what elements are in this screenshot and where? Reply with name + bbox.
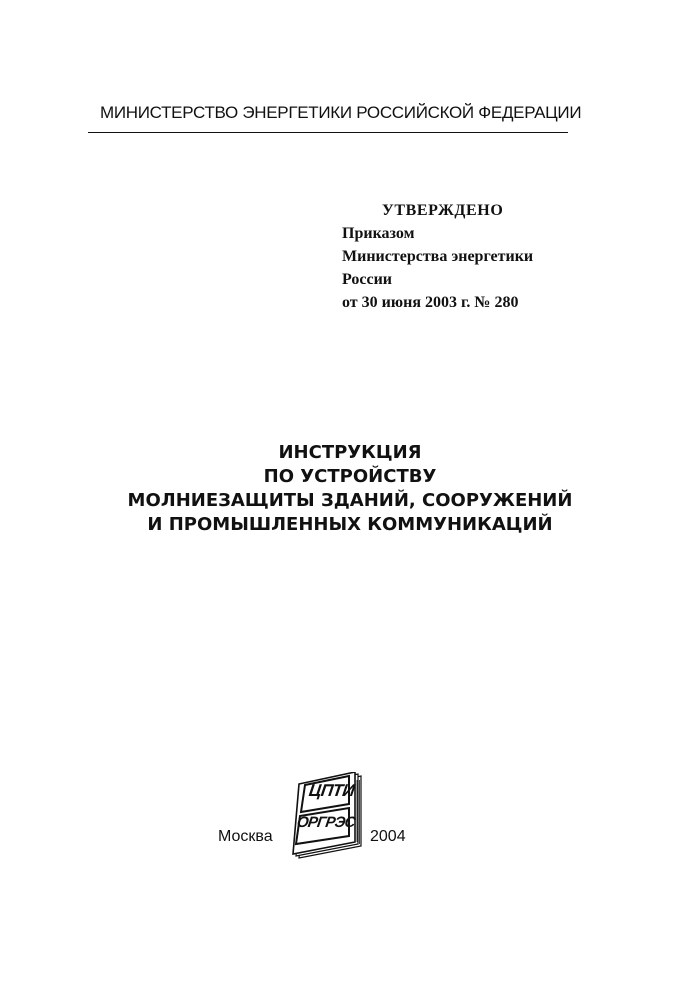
approval-line: от 30 июня 2003 г. № 280 <box>342 294 519 311</box>
imprint-year: 2004 <box>370 828 406 845</box>
logo-top-text: ЦПТИ <box>307 781 356 800</box>
approval-line: Приказом <box>342 225 415 242</box>
ministry-header: МИНИСТЕРСТВО ЭНЕРГЕТИКИ РОССИЙСКОЙ ФЕДЕРАЦИИ <box>100 103 582 122</box>
logo-bottom-text: ОРГРЭС <box>295 814 356 831</box>
title-line: МОЛНИЕЗАЩИТЫ ЗДАНИЙ, СООРУЖЕНИЙ <box>127 490 573 511</box>
imprint-city: Москва <box>218 828 273 845</box>
approval-line: России <box>342 271 393 288</box>
approval-line: Министерства энергетики <box>342 248 534 265</box>
title-line: ИНСТРУКЦИЯ <box>278 442 422 463</box>
title-line: И ПРОМЫШЛЕННЫХ КОММУНИКАЦИЙ <box>147 514 553 535</box>
document-title <box>60 441 640 537</box>
header-rule <box>88 132 568 133</box>
publisher-book-logo-icon <box>285 772 365 860</box>
approval-heading: УТВЕРЖДЕНО <box>382 202 504 219</box>
title-line: ПО УСТРОЙСТВУ <box>263 466 437 487</box>
approval-block <box>342 199 602 314</box>
